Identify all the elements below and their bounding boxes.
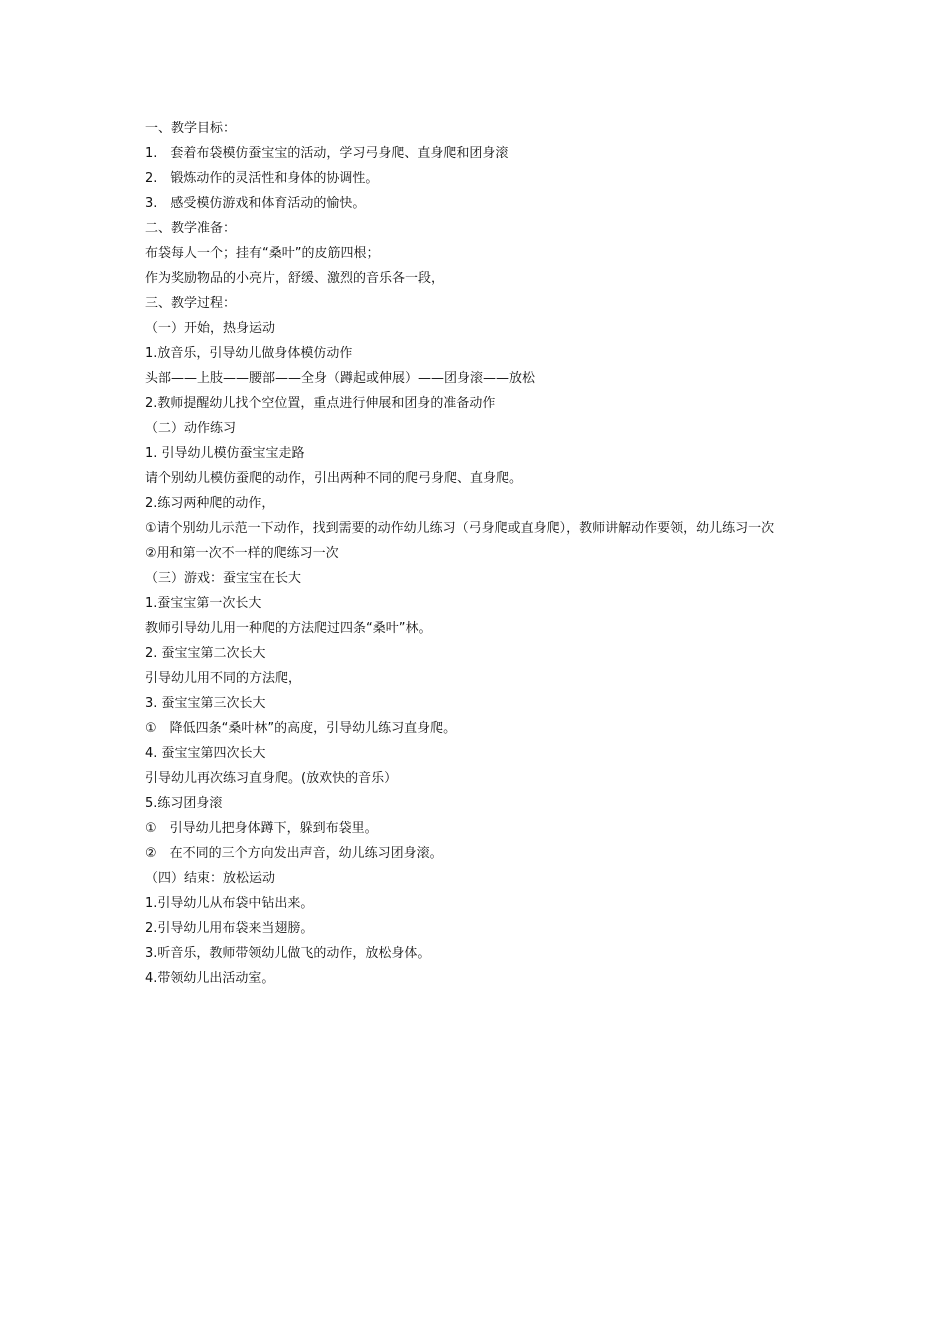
game-item-2-detail: 引导幼儿用不同的方法爬， xyxy=(145,671,302,686)
warmup-sequence: 头部——上肢——腰部——全身（蹲起或伸展）——团身滚——放松 xyxy=(145,371,536,386)
goal-item-3: 3. 感受模仿游戏和体育活动的愉快。 xyxy=(145,196,366,211)
document-page xyxy=(145,116,815,991)
game-item-2: 2. 蚕宝宝第二次长大 xyxy=(145,646,266,661)
game-item-3-detail: ① 降低四条“桑叶林”的高度，引导幼儿练习直身爬。 xyxy=(145,721,457,736)
game-item-1: 1.蚕宝宝第一次长大 xyxy=(145,596,262,611)
section-practice: （二）动作练习 xyxy=(145,421,237,436)
practice-item-2-step-2: ②用和第一次不一样的爬练习一次 xyxy=(145,546,339,561)
goal-item-2: 2. 锻炼动作的灵活性和身体的协调性。 xyxy=(145,171,379,186)
practice-item-2: 2.练习两种爬的动作， xyxy=(145,496,275,511)
heading-goals: 一、教学目标： xyxy=(145,121,237,136)
section-ending: （四）结束：放松运动 xyxy=(145,871,276,886)
practice-item-1: 1. 引导幼儿模仿蚕宝宝走路 xyxy=(145,446,305,461)
goal-item-1: 1. 套着布袋模仿蚕宝宝的活动，学习弓身爬、直身爬和团身滚 xyxy=(145,146,509,161)
practice-item-2-step-1: ①请个别幼儿示范一下动作，找到需要的动作幼儿练习（弓身爬或直身爬），教师讲解动作要领，幼儿练习一次 xyxy=(145,521,775,536)
section-game: （三）游戏：蚕宝宝在长大 xyxy=(145,571,302,586)
ending-item-3: 3.听音乐，教师带领幼儿做飞的动作，放松身体。 xyxy=(145,946,431,961)
game-item-3: 3. 蚕宝宝第三次长大 xyxy=(145,696,266,711)
practice-item-1-detail: 请个别幼儿模仿蚕爬的动作，引出两种不同的爬弓身爬、直身爬。 xyxy=(145,471,523,486)
heading-preparation: 二、教学准备： xyxy=(145,221,237,236)
game-item-1-detail: 教师引导幼儿用一种爬的方法爬过四条“桑叶”林。 xyxy=(145,621,432,636)
warmup-item-1: 1.放音乐，引导幼儿做身体模仿动作 xyxy=(145,346,353,361)
heading-process: 三、教学过程： xyxy=(145,296,237,311)
preparation-line-2: 作为奖励物品的小亮片，舒缓、激烈的音乐各一段， xyxy=(145,271,445,286)
game-item-5: 5.练习团身滚 xyxy=(145,796,223,811)
ending-item-2: 2.引导幼儿用布袋来当翅膀。 xyxy=(145,921,314,936)
game-item-5-step-2: ② 在不同的三个方向发出声音，幼儿练习团身滚。 xyxy=(145,846,443,861)
section-warmup: （一）开始，热身运动 xyxy=(145,321,276,336)
ending-item-1: 1.引导幼儿从布袋中钻出来。 xyxy=(145,896,314,911)
game-item-4: 4. 蚕宝宝第四次长大 xyxy=(145,746,266,761)
warmup-item-2: 2.教师提醒幼儿找个空位置，重点进行伸展和团身的准备动作 xyxy=(145,396,496,411)
ending-item-4: 4.带领幼儿出活动室。 xyxy=(145,971,275,986)
preparation-line-1: 布袋每人一个；挂有“桑叶”的皮筋四根； xyxy=(145,246,380,261)
game-item-4-detail: 引导幼儿再次练习直身爬。(放欢快的音乐） xyxy=(145,771,398,786)
game-item-5-step-1: ① 引导幼儿把身体蹲下，躲到布袋里。 xyxy=(145,821,378,836)
